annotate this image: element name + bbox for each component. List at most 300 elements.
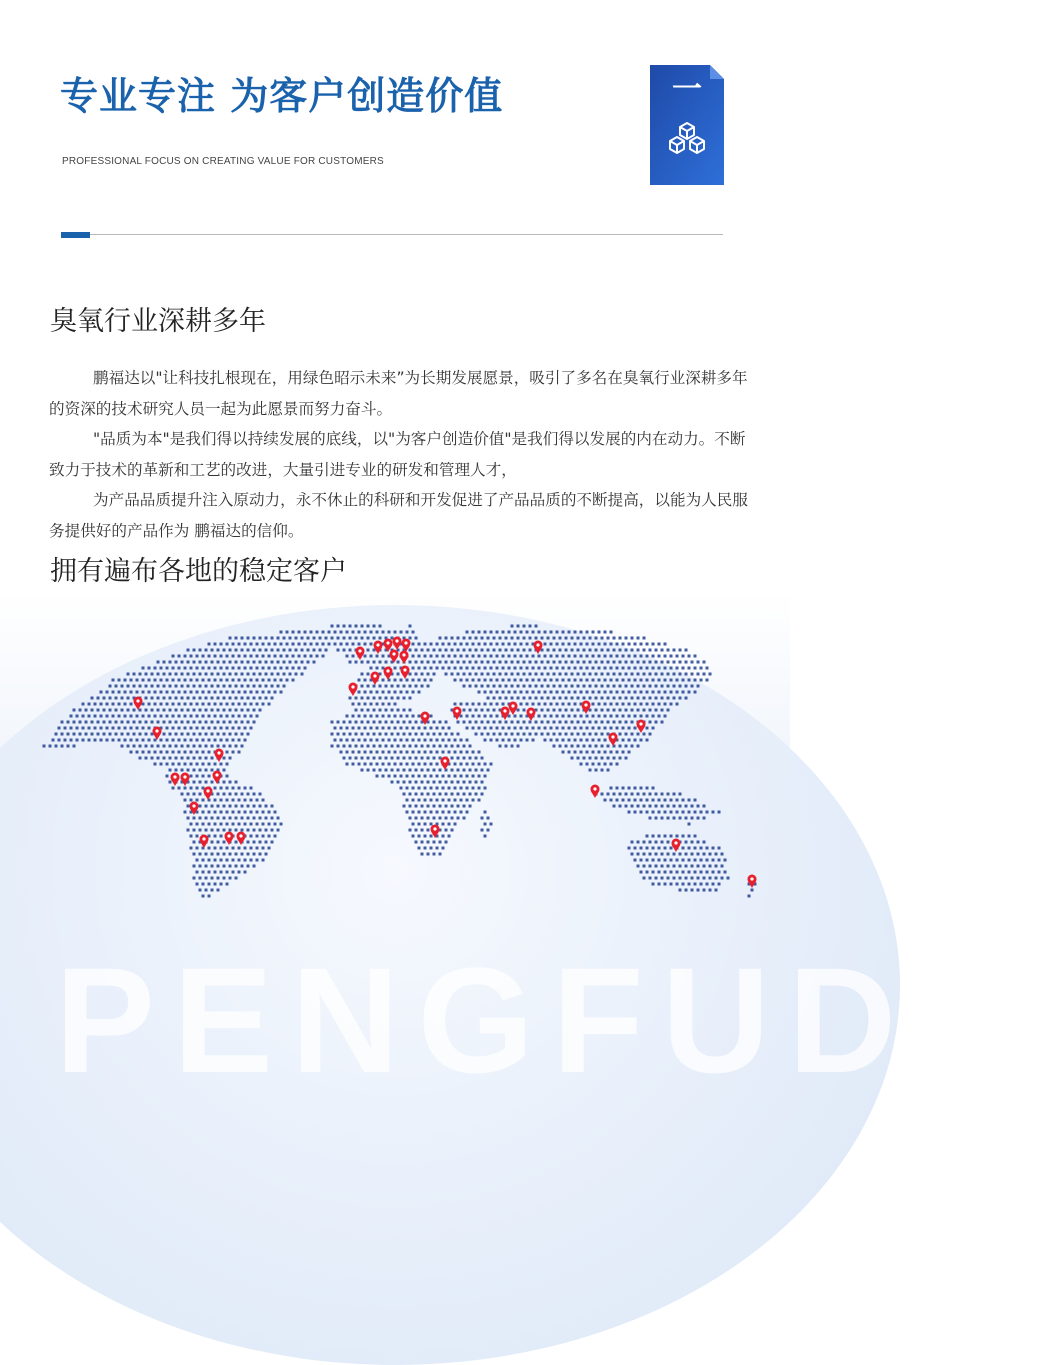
map-dot	[193, 769, 196, 772]
map-dot	[301, 637, 304, 640]
map-dot	[538, 655, 541, 658]
map-dot	[340, 631, 343, 634]
map-dot	[94, 727, 97, 730]
map-dot	[250, 835, 253, 838]
map-dot	[364, 763, 367, 766]
map-dot	[412, 799, 415, 802]
map-dot	[436, 739, 439, 742]
map-dot	[343, 637, 346, 640]
map-dot	[160, 763, 163, 766]
map-dot	[217, 745, 220, 748]
map-dot	[682, 859, 685, 862]
map-dot	[607, 637, 610, 640]
map-dot	[688, 799, 691, 802]
map-dot	[232, 715, 235, 718]
map-dot	[376, 751, 379, 754]
map-dot	[400, 727, 403, 730]
map-dot	[445, 721, 448, 724]
map-dot	[154, 739, 157, 742]
map-dot	[259, 829, 262, 832]
map-dot	[178, 703, 181, 706]
map-dot	[379, 685, 382, 688]
map-dot	[214, 883, 217, 886]
map-dot	[631, 649, 634, 652]
map-dot	[274, 823, 277, 826]
map-dot	[574, 631, 577, 634]
map-dot	[220, 703, 223, 706]
map-dot	[664, 655, 667, 658]
map-dot	[430, 787, 433, 790]
map-dot	[166, 679, 169, 682]
map-dot	[604, 739, 607, 742]
map-dot	[226, 655, 229, 658]
map-dot	[223, 793, 226, 796]
map-dot	[226, 727, 229, 730]
map-dot	[190, 715, 193, 718]
map-dot	[601, 661, 604, 664]
map-dot	[190, 739, 193, 742]
map-dot	[286, 667, 289, 670]
map-dot	[130, 691, 133, 694]
map-dot	[55, 733, 58, 736]
map-dot	[208, 811, 211, 814]
map-dot	[205, 649, 208, 652]
map-dot	[418, 679, 421, 682]
map-dot	[682, 799, 685, 802]
map-dot	[346, 751, 349, 754]
map-dot	[502, 691, 505, 694]
map-dot	[250, 727, 253, 730]
map-dot	[403, 685, 406, 688]
map-dot	[343, 745, 346, 748]
map-dot	[172, 703, 175, 706]
map-dot	[130, 703, 133, 706]
map-dot	[457, 793, 460, 796]
map-dot	[151, 673, 154, 676]
map-dot	[556, 631, 559, 634]
map-dot	[301, 673, 304, 676]
map-dot	[502, 727, 505, 730]
map-dot	[685, 805, 688, 808]
map-dot	[589, 649, 592, 652]
map-dot	[133, 673, 136, 676]
map-dot	[649, 877, 652, 880]
map-dot	[601, 709, 604, 712]
map-dot	[127, 721, 130, 724]
map-dot	[688, 847, 691, 850]
map-dot	[535, 625, 538, 628]
map-dot	[394, 679, 397, 682]
map-dot	[574, 667, 577, 670]
map-dot	[469, 781, 472, 784]
map-dot	[598, 631, 601, 634]
map-dot	[706, 679, 709, 682]
map-dot	[634, 691, 637, 694]
map-dot	[406, 631, 409, 634]
map-dot	[100, 715, 103, 718]
map-dot	[211, 757, 214, 760]
map-dot	[424, 847, 427, 850]
map-dot	[235, 709, 238, 712]
map-dot	[655, 721, 658, 724]
map-dot	[358, 631, 361, 634]
map-dot	[382, 763, 385, 766]
map-dot	[499, 745, 502, 748]
map-dot	[556, 739, 559, 742]
map-dot	[622, 643, 625, 646]
map-dot	[703, 805, 706, 808]
map-dot	[628, 847, 631, 850]
map-dot	[418, 823, 421, 826]
map-dot	[214, 811, 217, 814]
map-dot	[463, 793, 466, 796]
map-dot	[175, 709, 178, 712]
map-dot	[367, 709, 370, 712]
map-dot	[190, 847, 193, 850]
map-dot	[349, 733, 352, 736]
map-dot	[115, 697, 118, 700]
map-dot	[382, 703, 385, 706]
map-dot	[208, 715, 211, 718]
map-dot	[334, 727, 337, 730]
map-dot	[220, 655, 223, 658]
map-dot	[490, 763, 493, 766]
map-dot	[595, 757, 598, 760]
map-dot	[451, 673, 454, 676]
map-dot	[616, 727, 619, 730]
map-dot	[478, 787, 481, 790]
map-dot	[655, 793, 658, 796]
map-dot	[583, 757, 586, 760]
map-dot	[634, 859, 637, 862]
map-dot	[223, 649, 226, 652]
map-dot	[628, 811, 631, 814]
map-dot	[511, 625, 514, 628]
map-dot	[382, 691, 385, 694]
map-dot	[349, 649, 352, 652]
map-dot	[142, 739, 145, 742]
map-dot	[568, 667, 571, 670]
map-dot	[451, 805, 454, 808]
map-dot	[193, 781, 196, 784]
map-dot	[487, 649, 490, 652]
map-dot	[238, 811, 241, 814]
map-dot	[196, 691, 199, 694]
map-dot	[226, 667, 229, 670]
map-dot	[118, 715, 121, 718]
map-dot	[694, 691, 697, 694]
map-dot	[424, 643, 427, 646]
map-dot	[202, 871, 205, 874]
map-dot	[436, 727, 439, 730]
map-dot	[508, 667, 511, 670]
map-dot	[262, 835, 265, 838]
map-dot	[271, 841, 274, 844]
map-dot	[637, 637, 640, 640]
map-dot	[589, 673, 592, 676]
map-dot	[253, 841, 256, 844]
map-dot	[697, 661, 700, 664]
map-dot	[100, 739, 103, 742]
map-dot	[616, 799, 619, 802]
map-dot	[403, 709, 406, 712]
map-dot	[565, 733, 568, 736]
map-dot	[118, 679, 121, 682]
map-dot	[667, 865, 670, 868]
map-dot	[160, 703, 163, 706]
map-dot	[358, 751, 361, 754]
map-dot	[403, 793, 406, 796]
map-dot	[541, 685, 544, 688]
map-dot	[175, 757, 178, 760]
map-dot	[607, 721, 610, 724]
map-dot	[265, 661, 268, 664]
map-dot	[631, 673, 634, 676]
map-dot	[703, 877, 706, 880]
map-dot	[226, 847, 229, 850]
map-pin-icon	[134, 697, 143, 711]
map-dot	[430, 763, 433, 766]
map-dot	[457, 769, 460, 772]
map-dot	[493, 721, 496, 724]
map-dot	[421, 673, 424, 676]
map-dot	[535, 673, 538, 676]
map-dot	[241, 649, 244, 652]
map-dot	[403, 733, 406, 736]
map-dot	[649, 793, 652, 796]
map-dot	[259, 685, 262, 688]
map-dot	[250, 667, 253, 670]
map-dot	[91, 709, 94, 712]
map-dot	[445, 637, 448, 640]
map-dot	[580, 691, 583, 694]
map-dot	[421, 649, 424, 652]
map-dot	[565, 745, 568, 748]
map-dot	[619, 649, 622, 652]
map-dot	[415, 817, 418, 820]
map-dot	[226, 811, 229, 814]
map-dot	[115, 721, 118, 724]
map-dot	[253, 829, 256, 832]
map-dot	[259, 841, 262, 844]
map-dot	[643, 637, 646, 640]
map-dot	[235, 793, 238, 796]
map-dot	[403, 769, 406, 772]
map-dot	[394, 691, 397, 694]
map-dot	[568, 703, 571, 706]
map-dot	[238, 847, 241, 850]
map-dot	[430, 823, 433, 826]
map-dot	[637, 853, 640, 856]
map-dot	[481, 721, 484, 724]
map-dot	[412, 679, 415, 682]
map-dot	[232, 751, 235, 754]
map-dot	[469, 661, 472, 664]
map-dot	[652, 799, 655, 802]
map-dot	[460, 751, 463, 754]
map-dot	[271, 817, 274, 820]
map-dot	[178, 691, 181, 694]
map-dot	[424, 727, 427, 730]
map-dot	[667, 805, 670, 808]
map-dot	[610, 787, 613, 790]
map-dot	[241, 805, 244, 808]
map-dot	[172, 739, 175, 742]
map-dot	[610, 655, 613, 658]
map-dot	[220, 787, 223, 790]
map-pin-icon	[204, 787, 213, 801]
map-dot	[172, 751, 175, 754]
map-dot	[244, 811, 247, 814]
map-dot	[262, 847, 265, 850]
map-dot	[427, 805, 430, 808]
map-dot	[580, 667, 583, 670]
map-dot	[211, 841, 214, 844]
map-dot	[418, 751, 421, 754]
map-dot	[229, 637, 232, 640]
map-dot	[694, 847, 697, 850]
map-dot	[562, 703, 565, 706]
map-dot	[133, 745, 136, 748]
map-dot	[238, 871, 241, 874]
map-dot	[442, 835, 445, 838]
map-dot	[433, 661, 436, 664]
map-dot	[208, 655, 211, 658]
map-dot	[601, 733, 604, 736]
map-dot	[217, 853, 220, 856]
map-dot	[610, 679, 613, 682]
map-dot	[433, 649, 436, 652]
map-dot	[364, 751, 367, 754]
map-dot	[592, 655, 595, 658]
map-dot	[298, 643, 301, 646]
map-dot	[463, 721, 466, 724]
map-dot	[292, 631, 295, 634]
map-dot	[394, 715, 397, 718]
map-dot	[403, 757, 406, 760]
map-dot	[415, 757, 418, 760]
map-pin-icon	[237, 832, 246, 846]
badge-number: 一	[672, 72, 702, 107]
map-dot	[469, 769, 472, 772]
map-dot	[232, 739, 235, 742]
map-dot	[565, 697, 568, 700]
map-dot	[526, 631, 529, 634]
map-dot	[469, 685, 472, 688]
map-dot	[706, 871, 709, 874]
map-dot	[421, 745, 424, 748]
map-dot	[277, 673, 280, 676]
map-dot	[184, 763, 187, 766]
map-dot	[412, 763, 415, 766]
map-dot	[631, 805, 634, 808]
map-dot	[610, 703, 613, 706]
map-dot	[172, 655, 175, 658]
map-dot	[466, 739, 469, 742]
map-dot	[103, 709, 106, 712]
map-dot	[445, 793, 448, 796]
map-dot	[505, 721, 508, 724]
map-dot	[616, 679, 619, 682]
map-dot	[640, 679, 643, 682]
map-dot	[571, 673, 574, 676]
map-dot	[409, 769, 412, 772]
map-dot	[211, 865, 214, 868]
section-body	[49, 363, 751, 546]
map-dot	[556, 679, 559, 682]
map-dot	[211, 673, 214, 676]
map-dot	[436, 751, 439, 754]
map-dot	[265, 841, 268, 844]
map-dot	[520, 643, 523, 646]
map-dot	[649, 733, 652, 736]
map-dot	[688, 655, 691, 658]
map-dot	[421, 733, 424, 736]
map-dot	[175, 733, 178, 736]
map-dot	[523, 673, 526, 676]
map-dot	[637, 709, 640, 712]
map-dot	[244, 859, 247, 862]
map-dot	[538, 715, 541, 718]
map-dot	[217, 721, 220, 724]
map-dot	[391, 697, 394, 700]
map-dot	[238, 787, 241, 790]
map-dot	[478, 763, 481, 766]
map-dot	[625, 733, 628, 736]
map-dot	[601, 637, 604, 640]
map-dot	[208, 727, 211, 730]
map-dot	[340, 751, 343, 754]
map-dot	[439, 733, 442, 736]
map-dot	[205, 769, 208, 772]
map-dot	[289, 661, 292, 664]
map-dot	[415, 649, 418, 652]
map-dot	[466, 715, 469, 718]
map-dot	[523, 661, 526, 664]
map-dot	[445, 745, 448, 748]
map-dot	[661, 661, 664, 664]
map-dot	[412, 751, 415, 754]
map-dot	[646, 655, 649, 658]
map-dot	[145, 673, 148, 676]
map-dot	[562, 715, 565, 718]
map-dot	[463, 673, 466, 676]
map-dot	[607, 685, 610, 688]
map-dot	[211, 889, 214, 892]
map-dot	[595, 709, 598, 712]
map-dot	[565, 661, 568, 664]
map-dot	[412, 631, 415, 634]
map-dot	[655, 877, 658, 880]
map-dot	[235, 697, 238, 700]
map-dot	[574, 715, 577, 718]
map-dot	[223, 805, 226, 808]
map-dot	[223, 817, 226, 820]
map-dot	[547, 649, 550, 652]
page-title: 专业专注 为客户创造价值	[60, 74, 504, 118]
map-dot	[505, 637, 508, 640]
map-dot	[448, 823, 451, 826]
map-dot	[694, 799, 697, 802]
map-dot	[112, 691, 115, 694]
map-dot	[472, 703, 475, 706]
map-dot	[607, 793, 610, 796]
map-dot	[625, 709, 628, 712]
map-dot	[211, 745, 214, 748]
map-dot	[496, 643, 499, 646]
map-dot	[184, 691, 187, 694]
map-dot	[652, 691, 655, 694]
